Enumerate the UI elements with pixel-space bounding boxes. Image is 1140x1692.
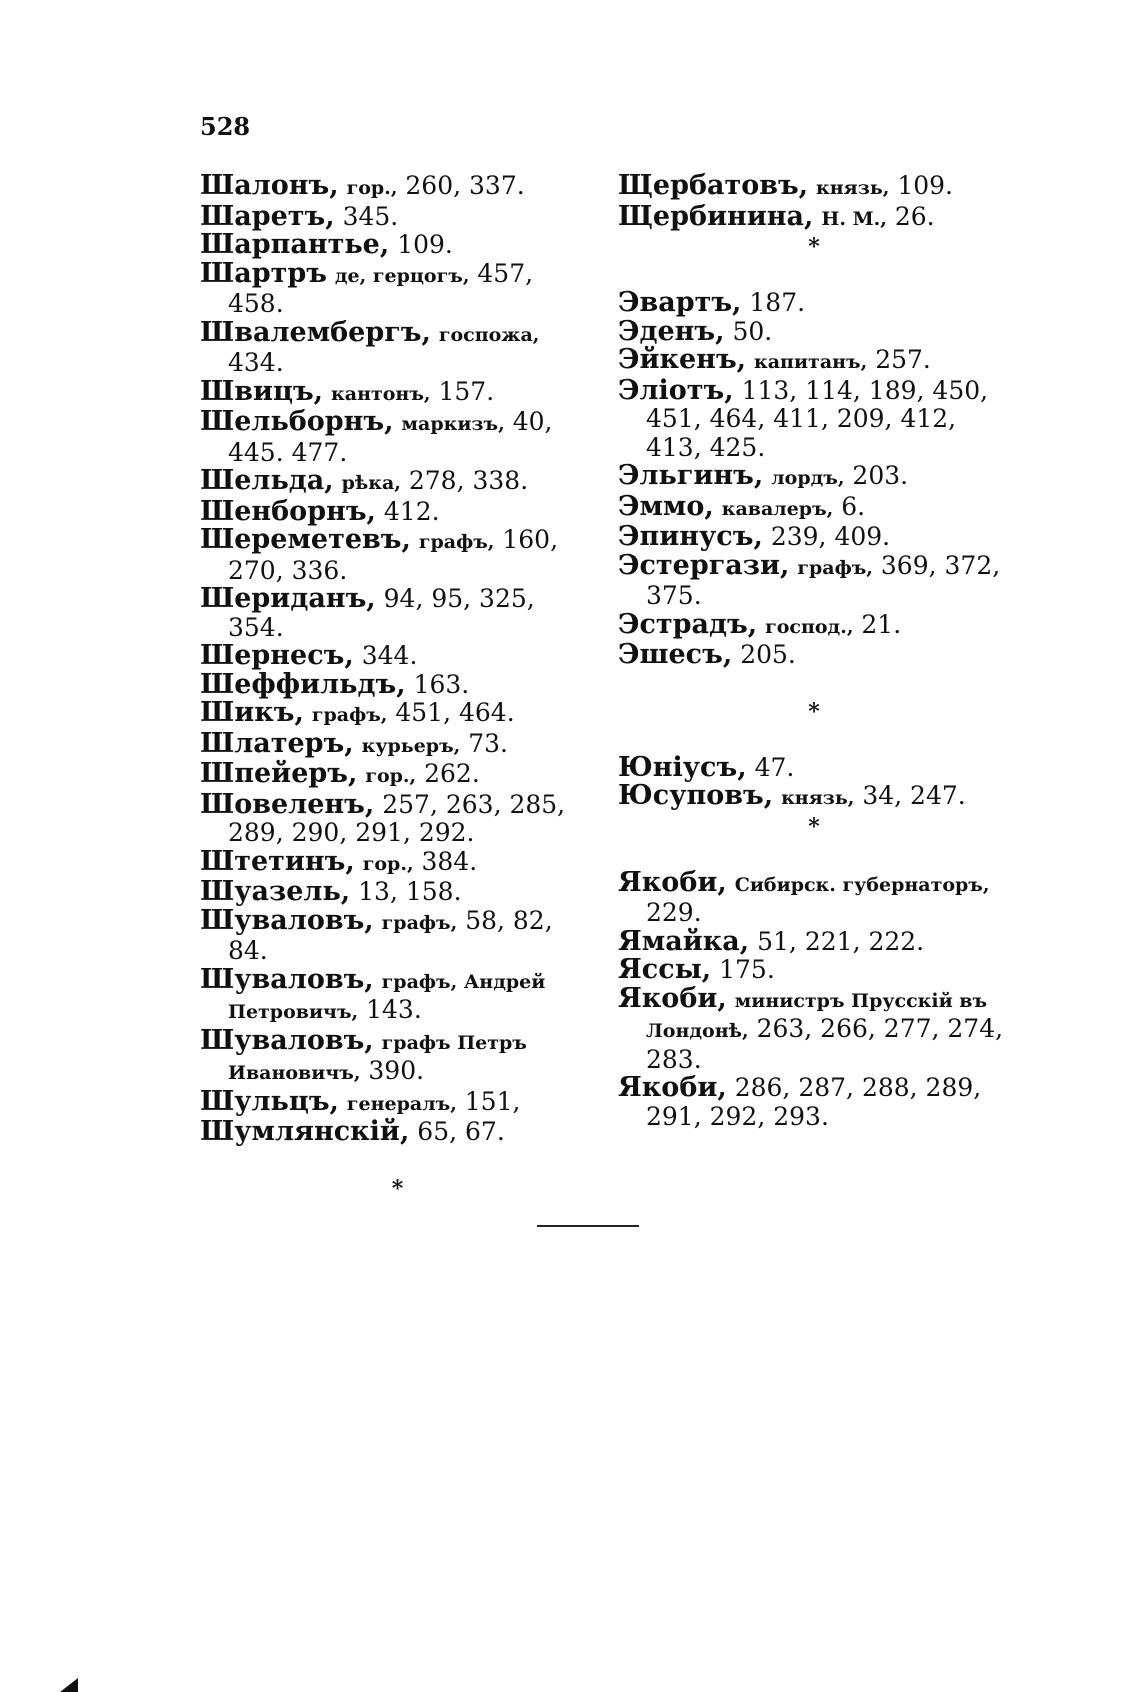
entry-page-refs: 205. [740,640,796,669]
section-star: * [808,813,820,840]
entry-description: князь, [816,177,890,199]
entry-description: господ., [765,615,854,638]
entry-description: Сибирск. губернаторъ, [734,873,990,896]
entry-heading: Шуазель, [200,876,351,907]
entry-heading: Шуваловъ, [200,904,374,936]
entry-heading: Шаретъ, [200,200,335,232]
index-entry [200,668,595,700]
index-entry [200,963,595,1027]
entry-heading: Шарпантье, [200,229,390,260]
index-entry [618,866,1010,928]
index-entry [200,257,595,319]
entry-page-refs: 160, 270, 336. [228,525,559,585]
entry-heading: Эпинусъ, [618,521,763,552]
entry-page-refs: 257, 263, 285, 289, 290, 291, 292. [228,789,566,847]
section-star: * [808,234,820,260]
entry-page-refs: 369, 372, 375. [646,550,1001,610]
section-star: * [808,698,820,725]
entry-page-refs: 229. [646,898,702,927]
entry-description: графъ, [311,704,388,726]
index-entry [618,200,1010,234]
entry-heading: Яссы, [618,954,712,985]
page-corner-mark [60,1678,78,1692]
entry-page-refs: 344. [361,641,418,670]
entry-page-refs: 384. [421,846,478,876]
entry-heading: Шовеленъ, [200,788,375,820]
index-entry [200,699,595,730]
page-number: 528 [200,112,251,141]
entry-description: госпожа, [438,323,540,346]
index-entry [200,495,595,527]
entry-description: графъ Петръ Ивановичъ, [228,1031,527,1084]
entry-page-refs: 51, 221, 222. [757,926,925,956]
entry-description: лордъ, [771,467,845,489]
index-entry [618,549,1010,611]
index-column-left [200,172,595,1203]
index-entry [618,523,1010,552]
index-entry [200,231,595,260]
entry-description: министръ Прусскій въ Лондонѣ, [646,989,988,1042]
index-entry [618,172,1010,203]
entry-description: де, герцогъ, [334,264,470,287]
index-entry [618,289,1010,318]
entry-heading: Шельборнъ, [200,406,394,437]
entry-heading: Эвартъ, [618,287,742,318]
entry-list-sh [200,172,595,1147]
entry-page-refs: 50. [732,316,773,346]
index-entry [200,845,595,879]
entry-page-refs: 187. [749,288,806,317]
entry-description: кавалеръ, [721,497,834,520]
index-entry [200,172,595,203]
entry-heading: Шуваловъ, [200,1024,374,1056]
entry-description: кантонъ, [331,382,431,405]
entry-heading: Штетинъ, [200,845,355,877]
entry-description: рѣка, [341,472,401,494]
index-entry [618,982,1010,1075]
entry-heading: Шенборнъ, [200,495,376,527]
index-entry [200,878,595,907]
entry-description: генералъ, [346,1092,457,1115]
index-entry [618,608,1010,642]
index-entry [200,375,595,409]
index-entry [618,1074,1010,1131]
index-entry [618,956,1010,985]
index-entry [200,1085,595,1119]
entry-page-refs: 163. [413,669,470,699]
index-entry [200,408,595,467]
entry-heading: Эльгинъ, [618,460,764,491]
entry-page-refs: 451, 464. [395,698,515,727]
entry-page-refs: 203. [852,461,909,490]
entry-heading: Эстергази, [618,549,790,581]
index-entry [200,760,595,791]
entry-heading: Щербинина, [618,200,814,232]
entry-heading: Юніусъ, [618,751,747,783]
entry-heading: Эйкенъ, [618,344,747,375]
end-rule [537,1225,639,1227]
entry-description: капитанъ, [754,351,868,373]
entry-page-refs: 26. [894,201,935,231]
entry-heading: Шульцъ, [200,1085,339,1117]
entry-heading: Шикъ, [200,697,304,728]
entry-heading: Ямайка, [618,925,750,957]
section-star: * [391,1175,404,1202]
index-entry [200,316,595,378]
entry-page-refs: 73. [468,728,508,758]
entry-description: гор., [365,765,417,787]
index-entry [618,374,1010,463]
entry-heading: Якоби, [618,1072,727,1103]
entry-page-refs: 109. [897,171,953,200]
entry-heading: Эшесъ, [618,639,733,670]
entry-page-refs: 109. [397,230,453,259]
entry-description: маркизъ, [401,413,505,435]
entry-heading: Шельда, [200,465,334,496]
entry-heading: Шереметевъ, [200,524,411,555]
entry-page-refs: 390. [368,1056,425,1085]
index-entry [618,346,1010,377]
entry-page-refs: 143. [366,995,422,1024]
entry-page-refs: 47. [754,752,795,782]
index-entry [618,315,1010,347]
entry-heading: Шернесъ, [200,640,354,671]
index-entry [618,782,1010,813]
index-entry [200,904,595,966]
entry-heading: Эстрадъ, [618,608,758,640]
index-entry [200,642,595,671]
entry-heading: Швицъ, [200,375,324,407]
entry-page-refs: 457, 458. [228,258,534,318]
entry-page-refs: 239, 409. [770,522,891,551]
index-entry [200,585,595,642]
entry-page-refs: 434. [228,348,284,377]
index-entry [618,641,1010,670]
entry-description: графъ, [381,911,458,934]
entry-list-ya [618,866,1010,1132]
index-entry [200,788,595,848]
entry-page-refs: 58, 82, 84. [228,905,553,965]
index-entry [618,462,1010,493]
entry-page-refs: 34, 247. [862,781,966,810]
entry-page-refs: 257. [875,345,931,374]
entry-heading: Эліотъ, [618,374,734,406]
entry-description: курьеръ, [361,734,461,757]
index-entry [200,526,595,585]
entry-heading: Эммо, [618,490,714,522]
entry-page-refs: 65, 67. [417,1117,505,1146]
entry-heading: Шеффильдъ, [200,668,406,700]
entry-description: князь, [781,787,855,809]
entry-description: Н. М., [821,207,887,230]
entry-heading: Шумлянскій, [200,1116,410,1147]
entry-heading: Эденъ, [618,315,725,347]
entry-heading: Шалонъ, [200,170,339,201]
index-entry [618,925,1010,957]
entry-heading: Швалембергъ, [200,316,431,348]
index-entry [618,490,1010,524]
index-entry [200,1118,595,1147]
entry-heading: Якоби, [618,866,727,898]
index-column-right [618,172,1010,1131]
entry-page-refs: 175. [719,955,775,984]
index-entry [618,751,1010,783]
index-entry [200,1024,595,1088]
entry-page-refs: 278, 338. [408,466,529,495]
entry-page-refs: 412. [383,496,440,526]
index-entry [200,200,595,232]
entry-page-refs: 260, 337. [405,171,525,200]
entry-page-refs: 286, 287, 288, 289, 291, 292, 293. [646,1073,982,1131]
entry-page-refs: 94, 95, 325, 354. [228,584,535,642]
entry-page-refs: 21. [861,609,902,639]
entry-page-refs: 345. [342,201,399,231]
index-entry [200,467,595,498]
entry-list-shch [618,172,1010,233]
entry-page-refs: 262. [424,759,480,788]
entry-description: графъ, Андрей Петровичъ, [228,970,546,1023]
entry-page-refs: 263, 266, 277, 274, 283. [646,1014,1004,1074]
entry-page-refs: 157. [438,376,495,406]
entry-list-yu [618,751,1010,813]
entry-page-refs: 13, 158. [358,877,462,906]
entry-page-refs: 40, 445. 477. [228,407,553,467]
entry-description: гор., [346,177,398,199]
entry-page-refs: 113, 114, 189, 450, 451, 464, 411, 209, 412, 413, 425. [646,375,989,462]
entry-description: гор., [362,852,414,875]
entry-heading: Шартръ [200,257,327,289]
entry-description: графъ, [797,556,873,579]
entry-heading: Шериданъ, [200,583,376,614]
entry-heading: Юсуповъ, [618,780,774,811]
entry-heading: Шуваловъ, [200,963,374,995]
entry-heading: Щербатовъ, [618,170,809,201]
entry-description: графъ, [418,531,495,553]
entry-list-e [618,289,1010,670]
entry-heading: Шпейеръ, [200,758,358,789]
index-entry [200,727,595,761]
entry-page-refs: 151, [464,1086,521,1116]
entry-heading: Шлатеръ, [200,727,354,759]
entry-heading: Якоби, [618,982,727,1014]
entry-page-refs: 6. [841,491,866,521]
